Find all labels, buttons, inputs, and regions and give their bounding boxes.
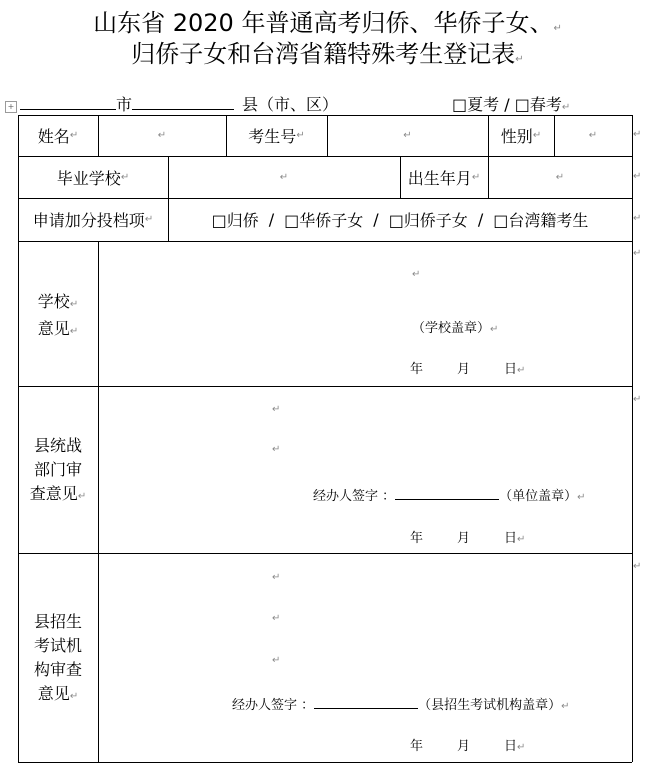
gender-label-cell: 性别 ↵ — [500, 127, 542, 146]
spring-exam-option[interactable]: □春考 — [514, 95, 562, 114]
exam-agency-signature-field[interactable] — [314, 695, 418, 709]
option-separator: / — [268, 210, 275, 229]
exam-no-input-cell[interactable]: ↵ — [403, 130, 412, 141]
option-separator: / — [477, 210, 484, 229]
row-end-mark: ↵ — [633, 561, 642, 572]
exam-agency-blank-line[interactable]: ↵ — [272, 572, 281, 583]
exam-agency-opinion-label: 县招生 考试机 构审查 意见↵ — [33, 612, 82, 703]
row-line — [18, 241, 632, 242]
option-separator: / — [373, 210, 379, 229]
summer-exam-option[interactable]: □夏考 — [452, 95, 500, 114]
row-end-mark: ↵ — [633, 248, 642, 259]
exam-type-separator: / — [504, 95, 510, 114]
exam-type-options: □夏考 / □春考↵ — [452, 95, 571, 114]
school-input-cell[interactable]: ↵ — [279, 171, 289, 183]
col-line — [98, 241, 99, 762]
bonus-options-cell — [168, 198, 632, 241]
location-line — [20, 92, 338, 115]
row-end-mark: ↵ — [633, 394, 642, 405]
county-uf-opinion-label: 县统战 部门审 查意见↵ — [29, 436, 87, 503]
row-end-mark: ↵ — [633, 129, 642, 140]
row-line — [18, 386, 632, 387]
gender-input-cell[interactable]: ↵ — [588, 130, 598, 141]
table-move-handle-icon[interactable]: + — [5, 101, 17, 113]
school-seal-text: （学校盖章）↵ — [412, 321, 499, 336]
exam-agency-date: 年 月 日↵ — [410, 739, 526, 754]
name-input-cell[interactable]: ↵ — [157, 130, 167, 141]
birth-input-cell[interactable]: ↵ — [555, 171, 565, 183]
county-uf-signature-field[interactable] — [395, 486, 499, 500]
county-uf-blank-line[interactable]: ↵ — [272, 444, 281, 455]
school-date: 年 月 日↵ — [410, 362, 526, 377]
county-blank[interactable] — [132, 95, 234, 110]
name-label-cell: 姓名 ↵ — [37, 127, 79, 146]
county-uf-date: 年 月 日↵ — [410, 531, 526, 546]
school-opinion-label: 学校↵ 意见↵ — [37, 292, 79, 338]
bonus-option-overseas-chinese-child[interactable]: □华侨子女 — [284, 211, 364, 230]
exam-agency-blank-line[interactable]: ↵ — [272, 613, 281, 624]
page-title-line2: 归侨子女和台湾省籍特殊考生登记表↵ — [131, 40, 524, 68]
exam-agency-blank-line[interactable]: ↵ — [272, 655, 281, 666]
row-end-mark: ↵ — [633, 213, 642, 224]
county-uf-blank-line[interactable]: ↵ — [272, 404, 281, 415]
school-opinion-blank-line[interactable]: ↵ — [412, 269, 421, 280]
bonus-label-cell: 申请加分投档项 ↵ — [32, 211, 154, 230]
school-label-cell: 毕业学校 ↵ — [56, 168, 130, 188]
birth-label-cell: 出生年月 ↵ — [407, 168, 481, 188]
city-label: 市 — [116, 95, 133, 114]
exam-no-label-cell: 考生号 ↵ — [248, 127, 305, 146]
exam-agency-signer-row: 经办人签字 ： （县招生考试机构盖章）↵ — [232, 694, 570, 713]
row-line — [18, 553, 632, 554]
bonus-option-taiwan-student[interactable]: □台湾籍考生 — [493, 211, 589, 230]
row-end-mark: ↵ — [633, 171, 642, 182]
table-border-bottom — [18, 762, 632, 763]
county-uf-signer-row: 经办人签字 ： （单位盖章）↵ — [313, 485, 586, 504]
city-blank[interactable] — [20, 95, 116, 110]
page-title-line1: 山东省 2020 年普通高考归侨、华侨子女、↵ — [93, 9, 562, 37]
bonus-option-returned-overseas-chinese[interactable]: □归侨 — [211, 211, 259, 230]
county-label: 县（市、区） — [242, 95, 339, 114]
bonus-option-returned-chinese-child[interactable]: □归侨子女 — [388, 211, 468, 230]
